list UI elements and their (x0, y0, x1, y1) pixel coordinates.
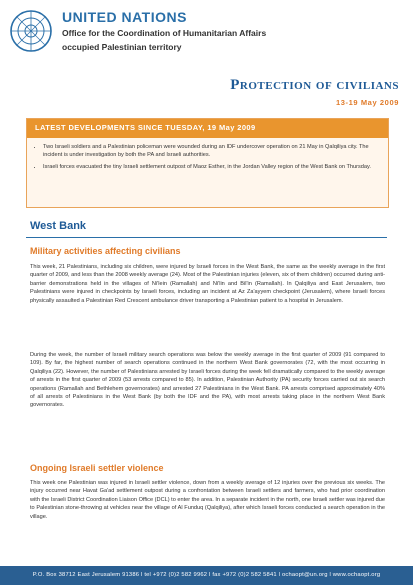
document-title: Protection of civilians (230, 77, 399, 93)
un-emblem-icon (8, 8, 54, 54)
paragraph-military-1: This week, 21 Palestinians, including six children, were injured by Israeli forces in the West Bank, the same as the weekly average in the first quarter of 2009, and less than the 2008 weekly average (24). Most of the Palestinian injuries (eleven, six of them children) occurred during anti-barrier demonstrations held in the villages of Ni'lein (Ramallah) and Ni'lin and Bil'in (Ramallah). In Qalqiliya and East Jerusalem, two Palestinians were injured in checkpoints by Israeli forces, including an incident at Az Za'ayyem checkpoint (Jerusalem), where Israeli forces physically assaulted a Palestinian Red Crescent ambulance driver transporting a Palestinian patient to a hospital in Jerusalem. (30, 264, 385, 304)
latest-developments-list (43, 143, 380, 171)
list-item: • Israeli forces evacuated the tiny Israeli settlement outpost of Maoz Esther, in the Jordan Valley region of the West Bank on Thursday. (43, 163, 380, 171)
org-name: UNITED NATIONS (62, 9, 187, 25)
subsection-title-military: Military activities affecting civilians (30, 246, 181, 256)
footer-contact: P.O. Box 38712 East Jerusalem 91386 l tel +972 (0)2 582 9962 l fax +972 (0)2 582 5841 l ochaopt@un.org l www.ochaopt.org (0, 566, 413, 585)
paragraph-settler-1: This week one Palestinian was injured in Israeli settler violence, down from a weekly average of 12 injuries over the previous six weeks. The injury occurred near Havat Ga'ad settlement outpost during a confrontation between Israeli settlers and farmers, who had prior coordination with the Israeli District Coordination Liaison Office (DCL) to enter the area. In a separate incident in the north, one Israeli settler was injured due to Palestinian stone-throwing at vehicles near the village of Al Funduq (Qalqiliya), after which Israeli forces conducted a search operation in the village. (30, 480, 385, 520)
header (0, 0, 413, 70)
latest-developments-box (26, 118, 389, 208)
subsection-title-settler: Ongoing Israeli settler violence (30, 463, 164, 473)
date-range: 13-19 May 2009 (335, 98, 399, 107)
latest-developments-heading: LATEST DEVELOPMENTS SINCE TUESDAY, 19 May 2009 (27, 119, 388, 138)
org-subtitle: Office for the Coordination of Humanitarian Affairs (62, 28, 267, 38)
section-title-west-bank: West Bank (30, 220, 87, 232)
paragraph-military-2: During the week, the number of Israeli military search operations was below the weekly average in the first quarter of 2009 (91 compared to 109). By far, the highest number of search operations continued in the northern West Bank governorates (72, with the most occurring in Qalqiliya (22). However, the number of Palestinians arrested by Israeli forces during the week fell dramatically compared to the weekly average of arrests in the first quarter of 2009 (53 arrests compared to 85). In addition, Palestinian Authority (PA) security forces carried out six search operations (Ramallah and Bethlehem governorates) and arrested 27 Palestinians in the West Bank. PA arrests comprised approximately 40% of all arrests of Palestinians in the West Bank (by both the IDF and the PA), with most arrests taking place in the northern West Bank governorates. (30, 352, 385, 409)
list-item: • Two Israeli soldiers and a Palestinian policeman were wounded during an IDF undercover operation on 21 May in Qalqiliya city. The incident is under investigation by both the PA and Israeli authorities. (43, 143, 380, 159)
org-region: occupied Palestinian territory (62, 42, 182, 52)
